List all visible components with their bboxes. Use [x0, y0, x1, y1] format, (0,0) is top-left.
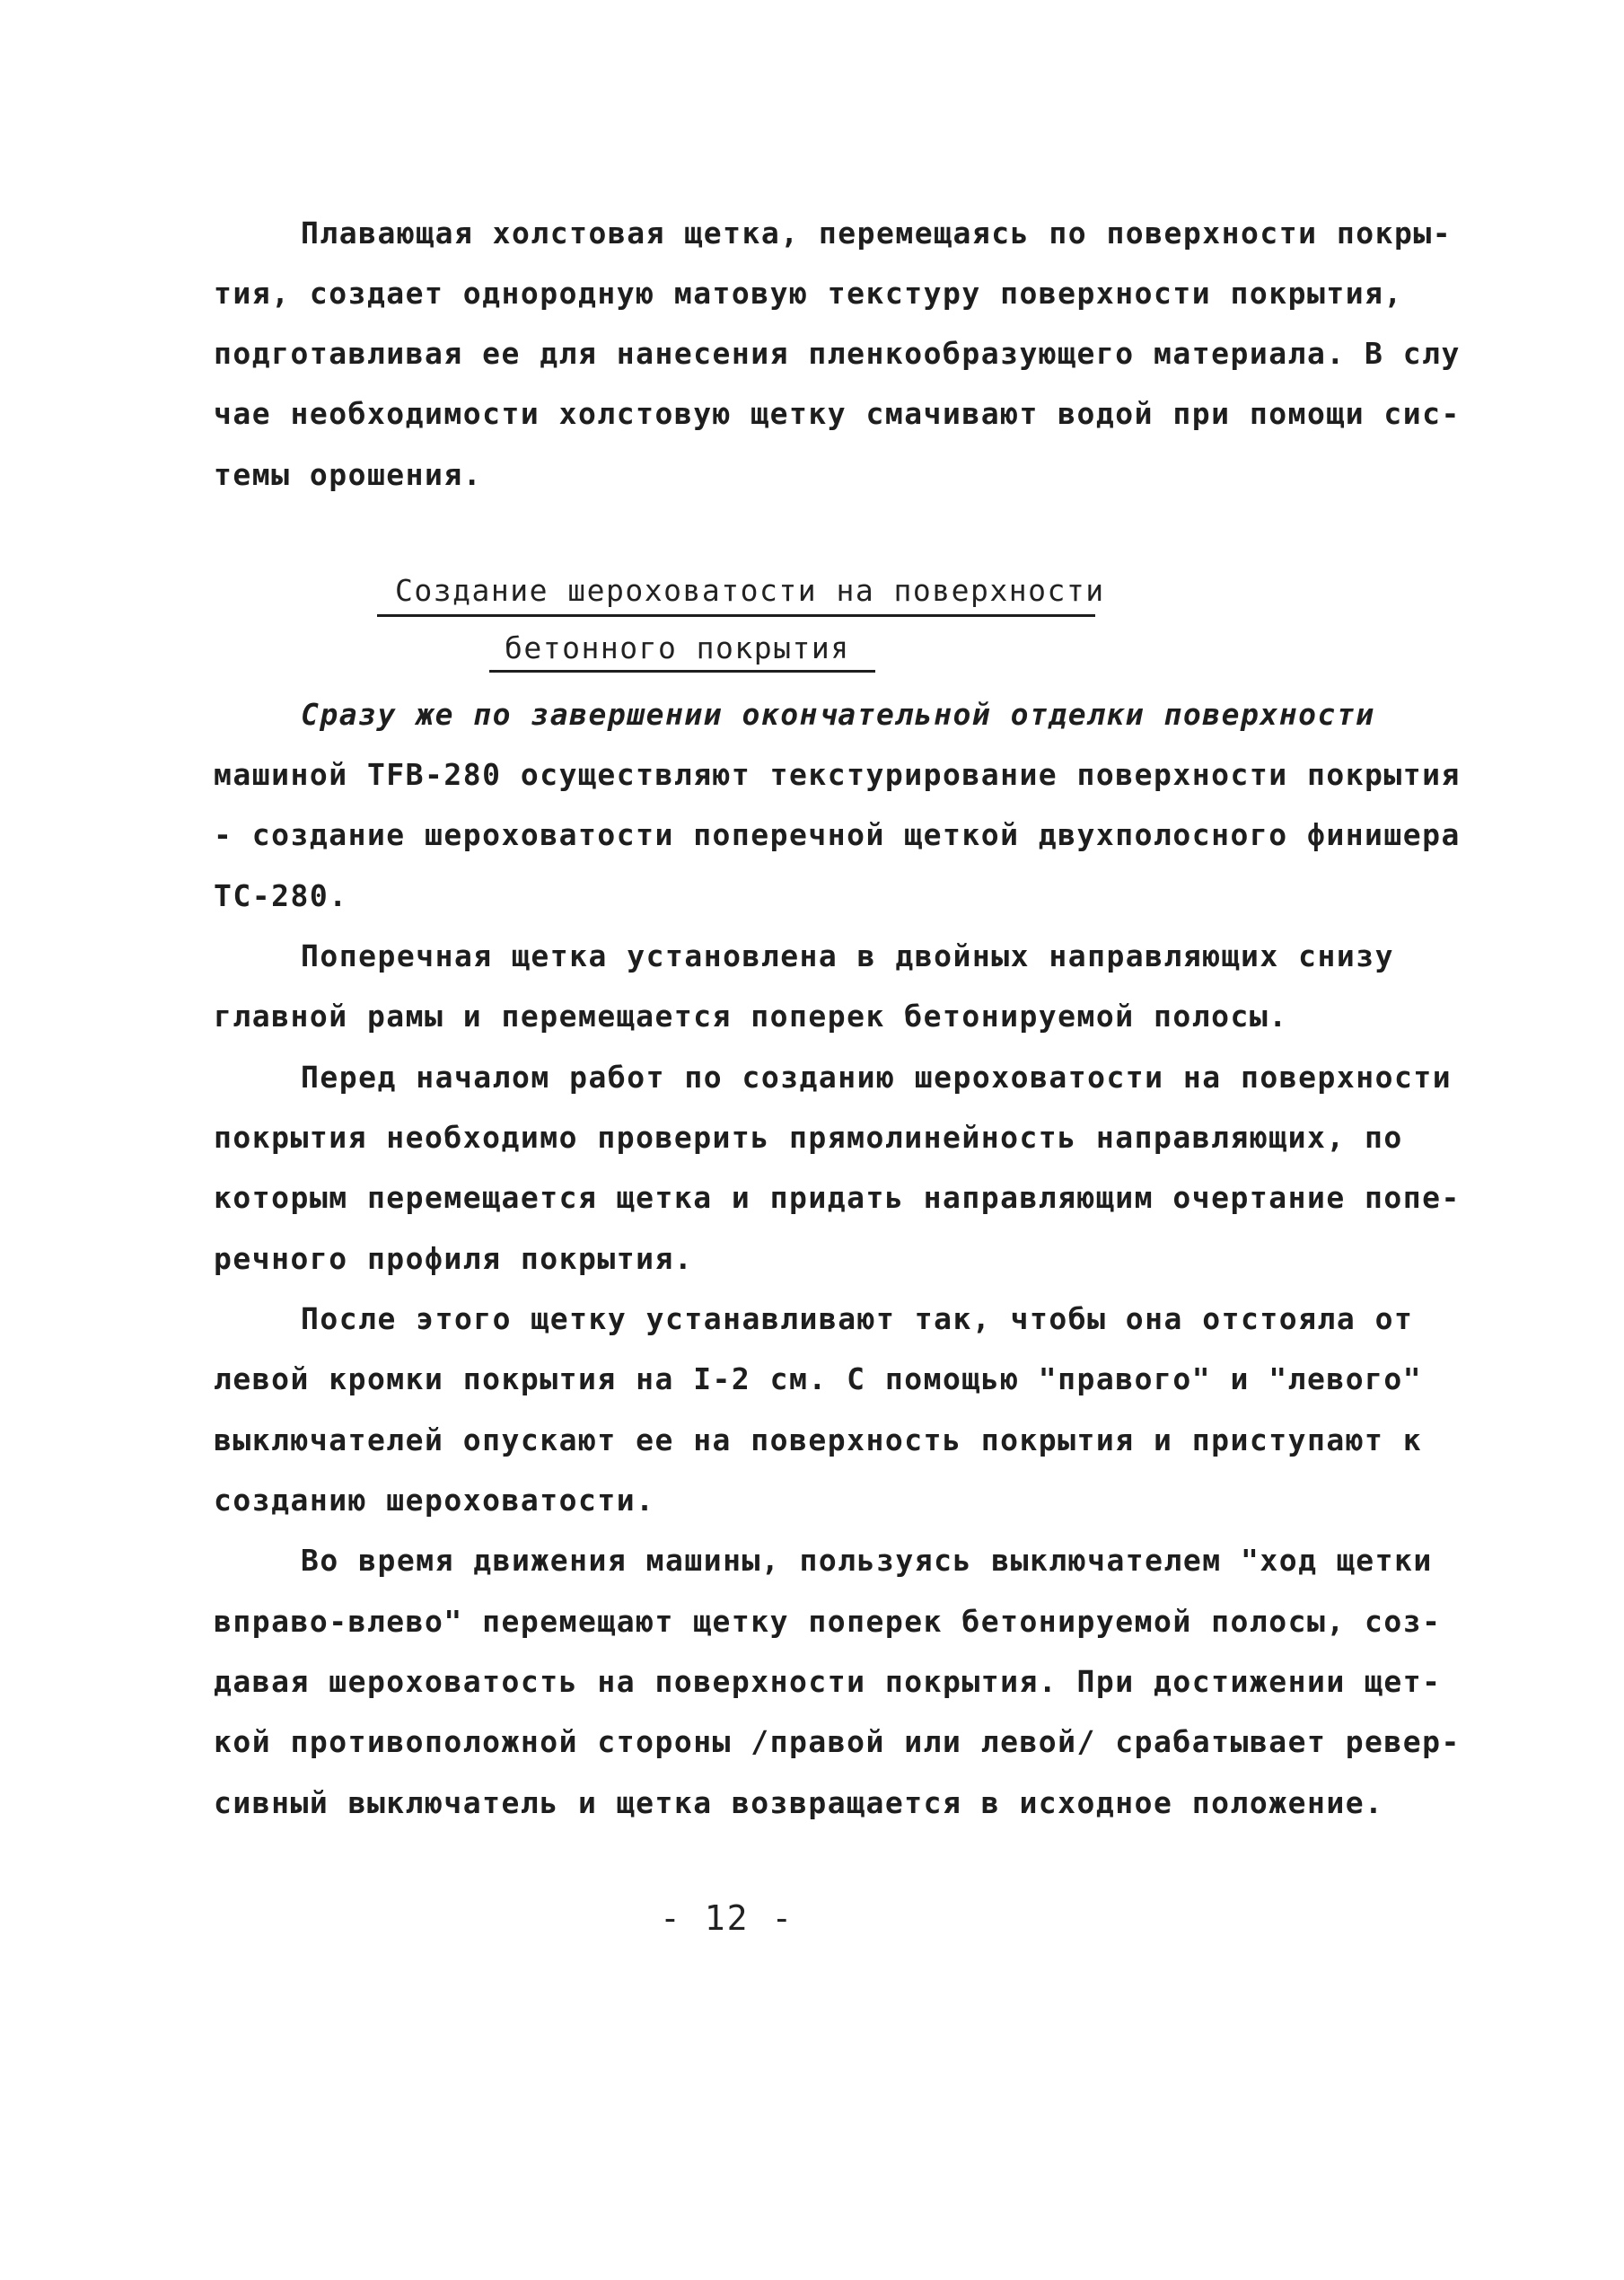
section-heading-line-2: бетонного покрытия: [505, 630, 850, 665]
paragraph-4-line-2: покрытия необходимо проверить прямолинейность направляющих, по: [214, 1120, 1403, 1155]
paragraph-4-line-4: речного профиля покрытия.: [214, 1241, 694, 1276]
section-heading-line-1: Создание шероховатости на поверхности: [395, 573, 1105, 608]
heading-underline-1: [377, 614, 1095, 617]
paragraph-2-line-3: - создание шероховатости поперечной щеткой двухполосного финишера: [214, 817, 1461, 852]
paragraph-4-line-3: которым перемещается щетка и придать направляющим очертание попе-: [214, 1180, 1461, 1215]
paragraph-1-line-1: Плавающая холстовая щетка, перемещаясь по поверхности покры-: [301, 216, 1453, 251]
paragraph-4-line-1: Перед началом работ по созданию шероховатости на поверхности: [301, 1060, 1453, 1095]
paragraph-6-line-5: сивный выключатель и щетка возвращается в исходное положение.: [214, 1785, 1384, 1820]
paragraph-6-line-4: кой противоположной стороны /правой или левой/ срабатывает ревер-: [214, 1724, 1461, 1759]
paragraph-1-line-3: подготавливая ее для нанесения пленкообразующего материала. В слу: [214, 336, 1461, 371]
paragraph-3-line-1: Поперечная щетка установлена в двойных направляющих снизу: [301, 938, 1394, 973]
paragraph-2-line-1: Сразу же по завершении окончательной отделки поверхности: [301, 697, 1375, 732]
paragraph-5-line-1: После этого щетку устанавливают так, чтобы она отстояла от: [301, 1301, 1414, 1336]
paragraph-6-line-2: вправо-влево" перемещают щетку поперек бетонируемой полосы, соз-: [214, 1604, 1442, 1639]
page-number: - 12 -: [660, 1898, 794, 1938]
paragraph-2-line-4: TC-280.: [214, 878, 348, 913]
paragraph-5-line-2: левой кромки покрытия на I-2 см. С помощью "правого" и "левого": [214, 1361, 1423, 1396]
paragraph-1-line-2: тия, создает однородную матовую текстуру поверхности покрытия,: [214, 276, 1403, 311]
paragraph-5-line-4: созданию шероховатости.: [214, 1483, 655, 1518]
paragraph-6-line-1: Во время движения машины, пользуясь выключателем "ход щетки: [301, 1543, 1433, 1578]
paragraph-2-line-2: машиной TFB-280 осуществляют текстурирование поверхности покрытия: [214, 757, 1461, 792]
paragraph-3-line-2: главной рамы и перемещается поперек бетонируемой полосы.: [214, 999, 1288, 1034]
paragraph-1-line-4: чае необходимости холстовую щетку смачивают водой при помощи сис-: [214, 396, 1461, 431]
heading-underline-2: [489, 670, 875, 673]
paragraph-1-line-5: темы орошения.: [214, 457, 483, 492]
paragraph-5-line-3: выключателей опускают ее на поверхность покрытия и приступают к: [214, 1422, 1423, 1457]
paragraph-6-line-3: давая шероховатость на поверхности покрытия. При достижении щет-: [214, 1664, 1442, 1699]
